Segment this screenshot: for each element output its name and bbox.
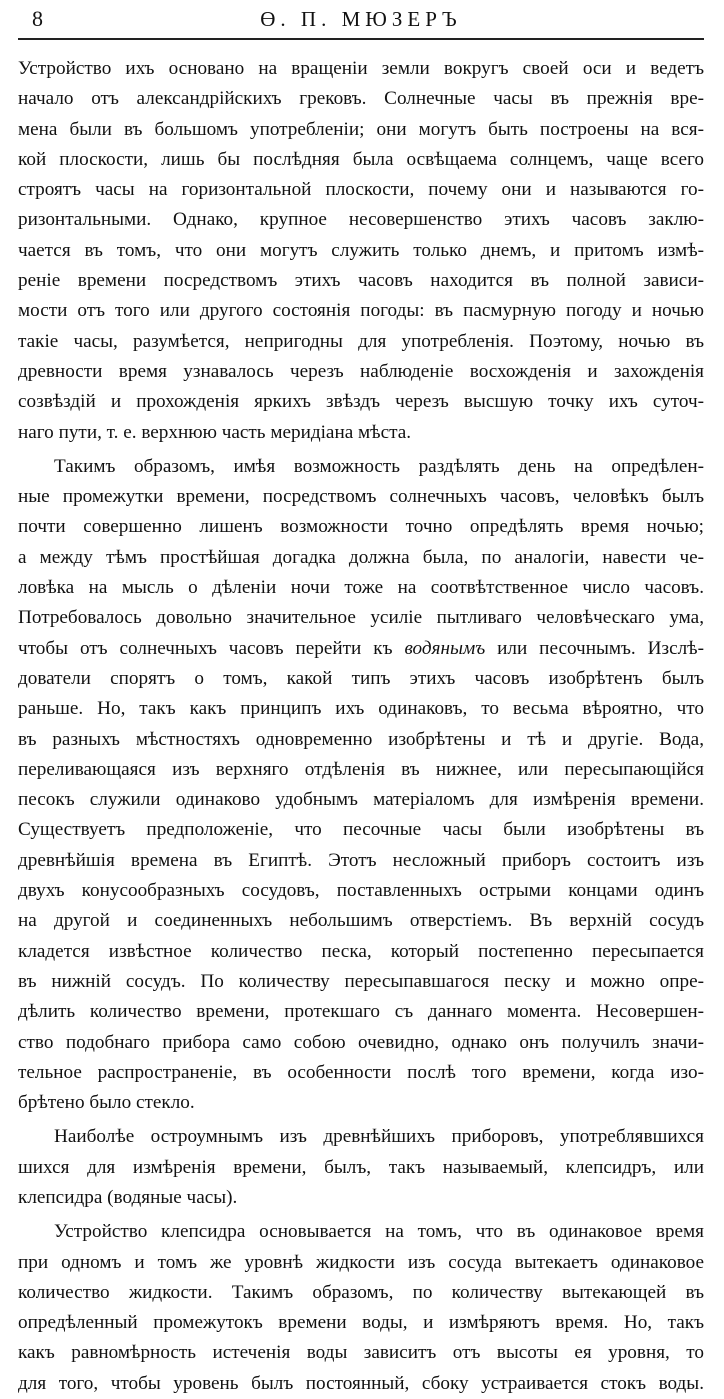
text-line-with-italic: чтобы отъ солнечныхъ часовъ перейти къ водянымъ или песочнымъ. Изслѣ-: [18, 637, 704, 659]
text-line: для того, чтобы уровень былъ постоянный, сбоку устраивается стокъ воды.: [18, 1372, 704, 1394]
text-line: Устройство клепсидра основывается на томъ, что въ одинаковое время: [54, 1221, 704, 1243]
text-line: Наиболѣе остроумнымъ изъ древнѣйшихъ приборовъ, употреблявшихся: [54, 1126, 704, 1148]
text-line: переливающаяся изъ верхняго отдѣленія въ нижнее, или пересыпающійся: [18, 758, 704, 780]
body-text: [18, 54, 704, 1399]
text-line: созвѣздій и прохожденія яркихъ звѣздъ черезъ высшую точку ихъ суточ-: [18, 391, 704, 413]
running-title: Ө. П. МЮЗЕРЪ: [260, 7, 462, 31]
page-number: 8: [32, 6, 43, 31]
italic-word: водянымъ: [404, 637, 486, 659]
text-line: наго пути, т. е. верхнюю часть меридіана мѣста.: [18, 421, 412, 443]
text-line: Устройство ихъ основано на вращеніи земли вокругъ своей оси и ведетъ: [18, 58, 704, 79]
text-line: тельное распространеніе, въ особенности послѣ того времени, когда изо-: [18, 1061, 704, 1083]
text-line: реніе времени посредствомъ этихъ часовъ находится въ полной зависи-: [18, 270, 704, 292]
text-line: ство подобнаго прибора само собою очевидно, однако онъ получилъ значи-: [18, 1031, 704, 1053]
text-line: опредѣленный промежутокъ времени воды, и измѣряютъ время. Но, такъ: [18, 1312, 704, 1334]
text-line: такіе часы, разумѣется, непригодны для употребленія. Поэтому, ночью въ: [18, 330, 704, 352]
text-line: строятъ часы на горизонтальной плоскости, почему они и называются го-: [18, 179, 704, 201]
text-line: ные промежутки времени, посредствомъ солнечныхъ часовъ, человѣкъ былъ: [18, 486, 704, 508]
text-line: Потребовалось довольно значительное усиліе пытливаго человѣческаго ума,: [18, 607, 704, 629]
text-line: чается въ томъ, что они могутъ служить только днемъ, и притомъ измѣ-: [18, 239, 704, 261]
text-line: Такимъ образомъ, имѣя возможность раздѣлять день на опредѣлен-: [54, 455, 704, 477]
text-line: въ нижній сосудъ. По количеству пересыпавшагося песку и можно опре-: [18, 970, 704, 992]
text-line: при одномъ и томъ же уровнѣ жидкости изъ сосуда вытекаетъ одинаковое: [18, 1251, 704, 1273]
text-line: древнѣйшія времена въ Египтѣ. Этотъ несложный приборъ состоитъ изъ: [18, 849, 704, 871]
text-line: мена были въ большомъ употребленіи; они могутъ быть построены на вся-: [18, 118, 704, 140]
text-line: песокъ служили одинаково удобнымъ матеріаломъ для измѣренія времени.: [18, 789, 704, 811]
text-line: въ разныхъ мѣстностяхъ одновременно изобрѣтены и тѣ и другіе. Вода,: [18, 728, 704, 750]
text-line: раньше. Но, такъ какъ принципъ ихъ одинаковъ, то весьма вѣроятно, что: [18, 698, 704, 720]
text-line: шихся для измѣренія времени, былъ, такъ называемый, клепсидръ, или: [18, 1156, 704, 1178]
paragraph-4: [18, 1217, 704, 1399]
text-line: почти совершенно лишенъ возможности точно опредѣлять время ночью;: [18, 516, 704, 538]
paragraph-2: [18, 452, 704, 1119]
text-line: ловѣка на мысль о дѣленіи ночи тоже на соотвѣтственное число часовъ.: [18, 577, 704, 599]
text-line: древности время узнавалось черезъ наблюденіе восхожденія и захожденія: [18, 360, 704, 382]
text-line: Существуетъ предположеніе, что песочные часы были изобрѣтены въ: [18, 819, 704, 841]
text-line: кладется извѣстное количество песка, который постепенно пересыпается: [18, 940, 704, 962]
text-line: какъ равномѣрность истеченія воды зависитъ отъ высоты ея уровня, то: [18, 1342, 704, 1364]
text-line: дѣлить количество времени, протекшаго съ даннаго момента. Несовершен-: [18, 1001, 704, 1023]
text-line: количество жидкости. Такимъ образомъ, по количеству вытекающей въ: [18, 1281, 704, 1303]
text-line: клепсидра (водяные часы).: [18, 1186, 238, 1208]
paragraph-3: [18, 1122, 704, 1213]
paragraph-1: [18, 54, 704, 448]
text-line: а между тѣмъ простѣйшая догадка должна была, по аналогіи, навести че-: [18, 546, 704, 568]
text-line: двухъ конусообразныхъ сосудовъ, поставленныхъ острыми концами одинъ: [18, 880, 704, 902]
running-head: [18, 4, 704, 40]
text-line: мости отъ того или другого состоянія погоды: въ пасмурную погоду и ночью: [18, 300, 704, 322]
text-line: на другой и соединенныхъ небольшимъ отверстіемъ. Въ верхній сосудъ: [18, 910, 704, 932]
text-line: кой плоскости, лишь бы послѣдняя была освѣщаема солнцемъ, чаще всего: [18, 148, 704, 170]
text-line: дователи спорятъ о томъ, какой типъ этихъ часовъ изобрѣтенъ былъ: [18, 667, 704, 689]
text-line: брѣтено было стекло.: [18, 1092, 195, 1114]
text-line: начало отъ александрійскихъ грековъ. Солнечные часы въ прежнія вре-: [18, 88, 704, 110]
text-line: ризонтальными. Однако, крупное несовершенство этихъ часовъ заклю-: [18, 209, 704, 231]
